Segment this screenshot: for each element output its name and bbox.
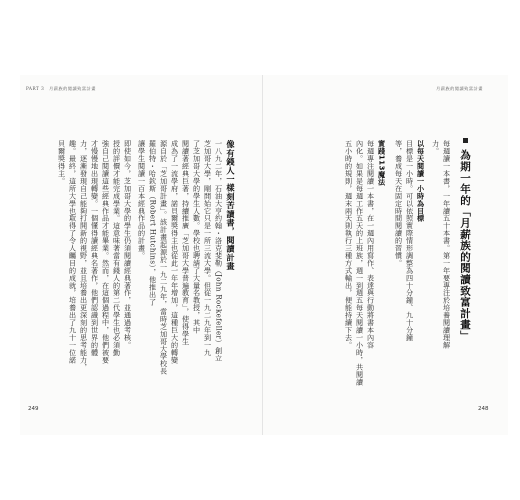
- left-col-8: 讓學生閱讀一百本經典作品的計畫。: [137, 140, 147, 260]
- page-title: 為期一年的「月薪族的閱讀致富計畫」: [458, 138, 473, 342]
- left-col-15: 貝爾獎得主。: [57, 140, 67, 185]
- left-col-5: 成為了一流學府，諾貝爾獎得主也從此一年年增加，這種巨大的轉變: [170, 140, 180, 364]
- left-col-2: 芝加哥大學，剛開始它只是一所三流大學。但從一九二九年到一九: [203, 140, 213, 357]
- left-col-4: 閱讀著經典巨著，持續推廣「芝加哥大學普遍教育」，使得學生: [181, 140, 191, 346]
- left-col-3: 了芝加哥大學的學生人數。學校也聘請了大量名教授，其中: [192, 140, 202, 334]
- left-page-header: PART 3 月薪族的閱讀致富計畫: [26, 86, 96, 91]
- right-sub1-col-1: 目標是一小時。可以依照實際情形調整為四十分鐘、九十分鐘: [405, 140, 415, 342]
- right-page-number: 248: [478, 406, 489, 412]
- title-marker-icon: [463, 138, 468, 143]
- right-subheading-2: 實踐113魔法: [377, 140, 387, 186]
- left-section-heading: 像有錢人一樣刻苦讀書，閱讀計畫: [226, 140, 236, 271]
- left-col-7: 羅伯特・哈欽斯（Robert Hutchins），他推出了: [148, 140, 158, 306]
- right-sub2-col-3: 五小時的規則，週末兩天則執行三種方式輸出，便能持續下去。: [344, 140, 354, 349]
- left-col-10: 授的評價才能完成學業。這意味著當有錢人的第二代學生也必須勤: [112, 140, 122, 357]
- left-page-number: 249: [28, 406, 39, 412]
- right-sub2-col-1: 每週專注閱讀一本書，在一週內用寫作、表達與行動將書本內容: [366, 140, 376, 349]
- right-intro-col-2: 力。: [431, 140, 441, 155]
- right-sub1-col-2: 等，養成每天在固定時間閱讀的習慣。: [394, 140, 404, 267]
- book-gutter: [262, 75, 263, 435]
- left-col-12: 才慢慢地出現轉變。一個懂得讀經典名著作，他們認識到世界的體: [90, 140, 100, 357]
- left-col-14: 趣。最終，這所大學也取得了令人矚目的成就，培養出了九十一位諾: [68, 140, 78, 364]
- right-intro-col-1: 每週讀一本書，一年讀五十本書。第一年要專注於培養閱讀理解: [442, 140, 452, 349]
- left-col-1: 一八九二年，石油大亨約翰・洛克斐勒（John Rockefeller）創立: [214, 140, 224, 362]
- left-col-9: 即使如今，芝加哥大學的學生仍須閱讀經典著作，並通過考核。: [123, 140, 133, 349]
- right-page-header: 月薪族的閱讀致富計畫: [436, 86, 483, 91]
- right-sub2-col-2: 內化。如果是每週工作五天的上班族，週一到週五每天閱讀一小時，共閱讀: [355, 140, 365, 386]
- left-col-13: 力，逐漸發現自己能夠打開新的視野，並且培養出更深刻的思考能力，: [79, 140, 89, 371]
- left-col-6: 源自於「芝加哥計畫」。該計畫起源於一九二九年，當時芝加哥大學校長: [159, 140, 169, 375]
- left-col-11: 強自己閱讀這些經典作品才能畢業。然而，在這個過程中，他們被要: [101, 140, 111, 364]
- right-subheading-1: 以每天閱讀一小時為目標: [416, 140, 426, 222]
